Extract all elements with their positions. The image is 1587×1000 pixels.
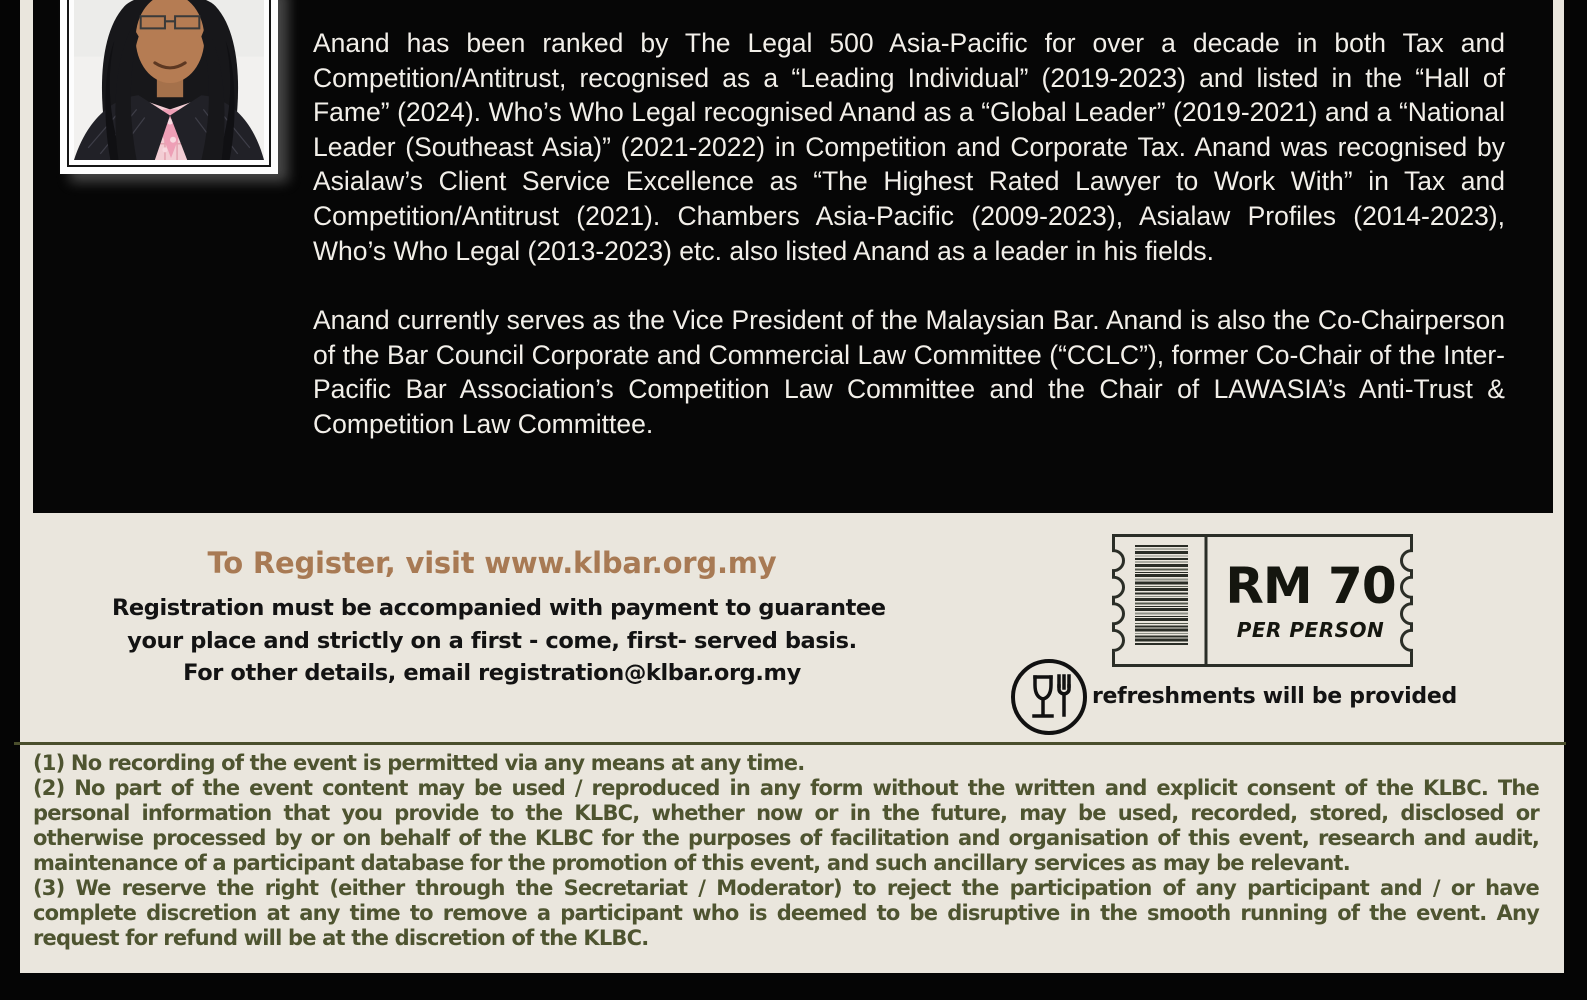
refreshments-note: refreshments will be provided bbox=[1092, 684, 1457, 709]
bio-paragraph-2: Anand currently serves as the Vice President of the Malaysian Bar. Anand is also the Co-Chairperson of the Bar Council Corporate and Commercial Law Committee (“CCLC”), former Co-Chair of the Inter-Pacific Bar Association’s Competition Law Committee and the Chair of LAWASIA’s Anti-Trust & Competition Law Committee. bbox=[313, 305, 1505, 439]
terms-divider-line bbox=[14, 742, 1566, 745]
terms-and-conditions bbox=[33, 751, 1539, 951]
speaker-portrait-illustration bbox=[74, 0, 264, 160]
registration-section bbox=[112, 546, 886, 690]
speaker-bio-text bbox=[313, 26, 1505, 442]
ticket-price: RM 70 bbox=[1225, 556, 1396, 615]
price-ticket bbox=[1112, 534, 1413, 667]
ticket-price-unit: PER PERSON bbox=[1236, 617, 1385, 642]
speaker-photo bbox=[74, 0, 264, 160]
registration-line-2: your place and strictly on a first - come, first- served basis. bbox=[127, 627, 857, 654]
glass-and-fork-icon bbox=[1008, 656, 1090, 738]
speaker-photo-frame bbox=[60, 0, 278, 174]
terms-item-3: (3) We reserve the right (either through the Secretariat / Moderator) to reject the participation of any participant and / or have complete discretion at any time to remove a participant who is deemed to be disruptive in the smooth running of the event. Any request for refund will be at the discretion of the KLBC. bbox=[33, 876, 1539, 950]
barcode-icon bbox=[1135, 546, 1188, 644]
registration-line-3: For other details, email registration@klbar.org.my bbox=[183, 660, 801, 686]
registration-line-1: Registration must be accompanied with payment to guarantee bbox=[112, 595, 886, 621]
flyer-background bbox=[20, 0, 1564, 973]
bio-paragraph-1: Anand has been ranked by The Legal 500 Asia-Pacific for over a decade in both Tax and Competition/Antitrust, recognised as a “Leading Individual” (2019-2023) and listed in the “Hall of Fame” (2024). Who’s Who Legal recognised Anand as a “Global Leader” (2019-2021) and a “National Leader (Southeast Asia)” (2021-2022) in Competition and Corporate Tax. Anand was recognised by Asialaw’s Client Service Excellence as “The Highest Rated Lawyer to Work With” in Tax and Competition/Antitrust (2021). Chambers Asia-Pacific (2009-2023), Asialaw Profiles (2014-2023), Who’s Who Legal (2013-2023) etc. also listed Anand as a leader in his fields. bbox=[313, 28, 1505, 266]
speaker-bio-section bbox=[33, 0, 1553, 513]
registration-heading: To Register, visit www.klbar.org.my bbox=[207, 546, 777, 580]
terms-item-2: (2) No part of the event content may be used / reproduced in any form without the written and explicit consent of the KLBC. The personal information that you provide to the KLBC, whether now or in the future, may be used, recorded, stored, disclosed or otherwise processed by or on behalf of the KLBC for the purposes of facilitation and organisation of this event, research and audit, maintenance of a participant database for the promotion of this event, and such ancillary services as may be relevant. bbox=[33, 776, 1539, 875]
terms-item-1: (1) No recording of the event is permitted via any means at any time. bbox=[33, 751, 805, 775]
